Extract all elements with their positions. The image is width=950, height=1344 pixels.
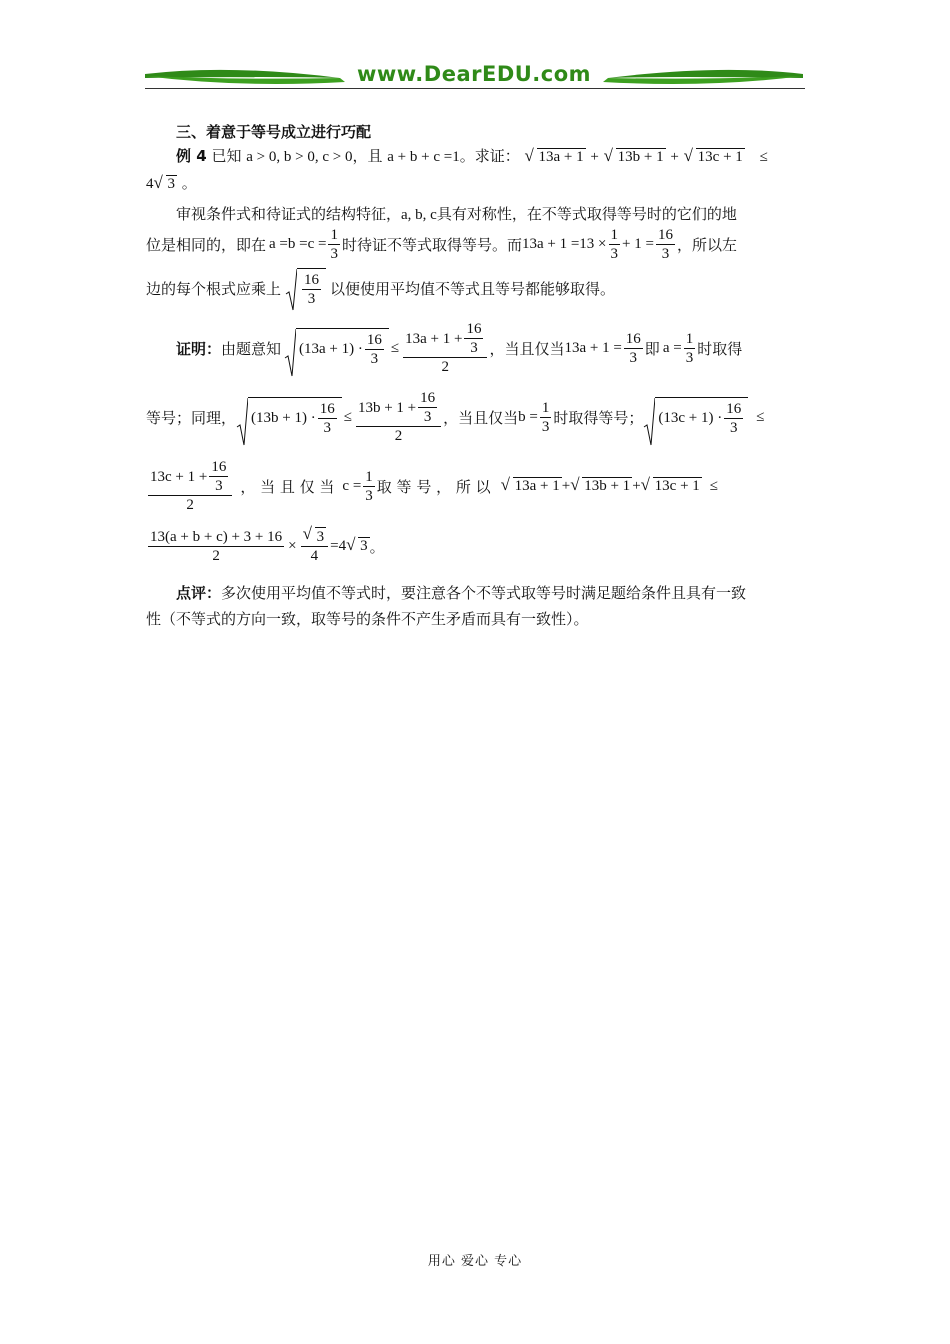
sqrt-3: √ 3	[154, 175, 178, 193]
expr-13a: 13a + 1 =13 ×	[521, 235, 607, 252]
condition-sum: a + b + c =1	[387, 149, 460, 165]
proof-line-4: $\frac{13(a + b + c) + 3 + 16}{2}$ × √ $\frac{3}{4}$ =4 √ 3 。	[146, 524, 385, 568]
and-text: ，且	[352, 147, 383, 165]
final-fraction: $\frac{13(a + b + c) + 3 + 16}{2}$	[150, 528, 283, 564]
abc-vars: a, b, c	[401, 207, 437, 223]
sqrt-b: √ 13b + 1	[604, 148, 666, 166]
sqrt-a: √ 13a + 1	[501, 477, 562, 495]
sqrt-product-c: (13c + 1) · $\frac{16}{3}$	[643, 397, 748, 437]
analysis-line-3: 边的每个根式应乘上 $\frac{16}{3}$ 以便使用平均值不等式且等号都能够取得。	[146, 266, 615, 310]
example-label: 例 4	[176, 147, 207, 165]
proof-line-2: 等号；同理， (13b + 1) · $\frac{16}{3}$ ≤ 13b + 1 + $\frac{16}{3}$ 2 ，当且仅当 b = $\frac{1}{3}$ 时取得等号； (13c + 1) · $\frac{16}{3}$ ≤	[146, 390, 765, 444]
comment-line-1: 点评：多次使用平均值不等式时，要注意各个不等式取等号时满足题给条件且具有一致	[176, 584, 747, 602]
given-prefix: 已知	[211, 147, 242, 165]
comment-line-2: 性（不等式的方向一致，取等号的条件不产生矛盾而具有一致性）。	[146, 610, 589, 628]
sqrt-sixteen-thirds: $\frac{16}{3}$	[285, 268, 326, 308]
rhs-coef: 4	[146, 176, 154, 192]
am-fraction-a: 13a + 1 + $\frac{16}{3}$ 2	[403, 320, 487, 376]
sqrt3-over-4: √ $\frac{3}{4}$	[301, 527, 329, 565]
site-logo-text: www.DearEDU.com	[356, 62, 592, 86]
sqrt-c: √ 13c + 1	[684, 148, 745, 166]
prove-text: 。求证：	[459, 147, 520, 165]
analysis-line-2: 位是相同的，即在 a =b =c = $\frac{1}{3}$ 时待证不等式取得等号。而 13a + 1 =13 × $\frac{1}{3}$ + 1 = $\frac{16}{3}$ ，所以左	[146, 226, 737, 262]
proof-label: 证明：	[176, 339, 222, 358]
proof-line-3: 13c + 1 + $\frac{16}{3}$ 2 ， 当 且 仅 当 c = $\frac{1}{3}$ 取 等 号 ， 所 以 √ 13a + 1 + √ 13b + 1 + √ 13c + 1 ≤	[146, 454, 718, 518]
sqrt-a: √ 13a + 1	[525, 148, 586, 166]
plus-sign: +	[670, 149, 679, 165]
example-statement	[176, 145, 768, 166]
proof-line-1: 证明： 由题意知 (13a + 1) · $\frac{16}{3}$ ≤ 13a + 1 + $\frac{16}{3}$ 2 ，当且仅当 13a + 1 = $\frac{16}{3}$ 即 a = $\frac{1}{3}$ 时取得	[176, 321, 743, 375]
page-footer: 用心 爱心 专心	[427, 1254, 523, 1269]
end-mark: 。	[181, 174, 197, 192]
sqrt-product-b: (13b + 1) · $\frac{16}{3}$	[236, 397, 342, 437]
sqrt-3: √ 3	[346, 537, 370, 555]
le-sign: ≤	[759, 149, 768, 165]
am-fraction-b: 13b + 1 + $\frac{16}{3}$ 2	[356, 389, 441, 445]
condition-positive: a > 0, b > 0, c > 0	[246, 149, 353, 165]
sqrt-product-a: (13a + 1) · $\frac{16}{3}$	[284, 328, 389, 368]
header-rule	[145, 88, 805, 89]
example-rhs	[146, 172, 197, 193]
plus-one-eq: + 1 =	[622, 235, 654, 252]
plus-sign: +	[590, 149, 599, 165]
fraction-one-third: $\frac{1}{3}$	[330, 226, 338, 262]
sqrt-c: √ 13c + 1	[641, 477, 702, 495]
comment-label: 点评：	[176, 584, 222, 602]
section-title: 三、着意于等号成立进行巧配	[176, 123, 372, 141]
fraction-sixteen-thirds: $\frac{16}{3}$	[657, 226, 673, 262]
am-fraction-c: 13c + 1 + $\frac{16}{3}$ 2	[148, 458, 232, 514]
fraction-one-third: $\frac{1}{3}$	[610, 226, 619, 262]
equal-abc: a =b =c =	[269, 235, 327, 252]
sqrt-b: √ 13b + 1	[570, 477, 632, 495]
analysis-line-1: 审视条件式和待证式的结构特征，a, b, c具有对称性，在不等式取得等号时的它们的地	[176, 205, 737, 223]
